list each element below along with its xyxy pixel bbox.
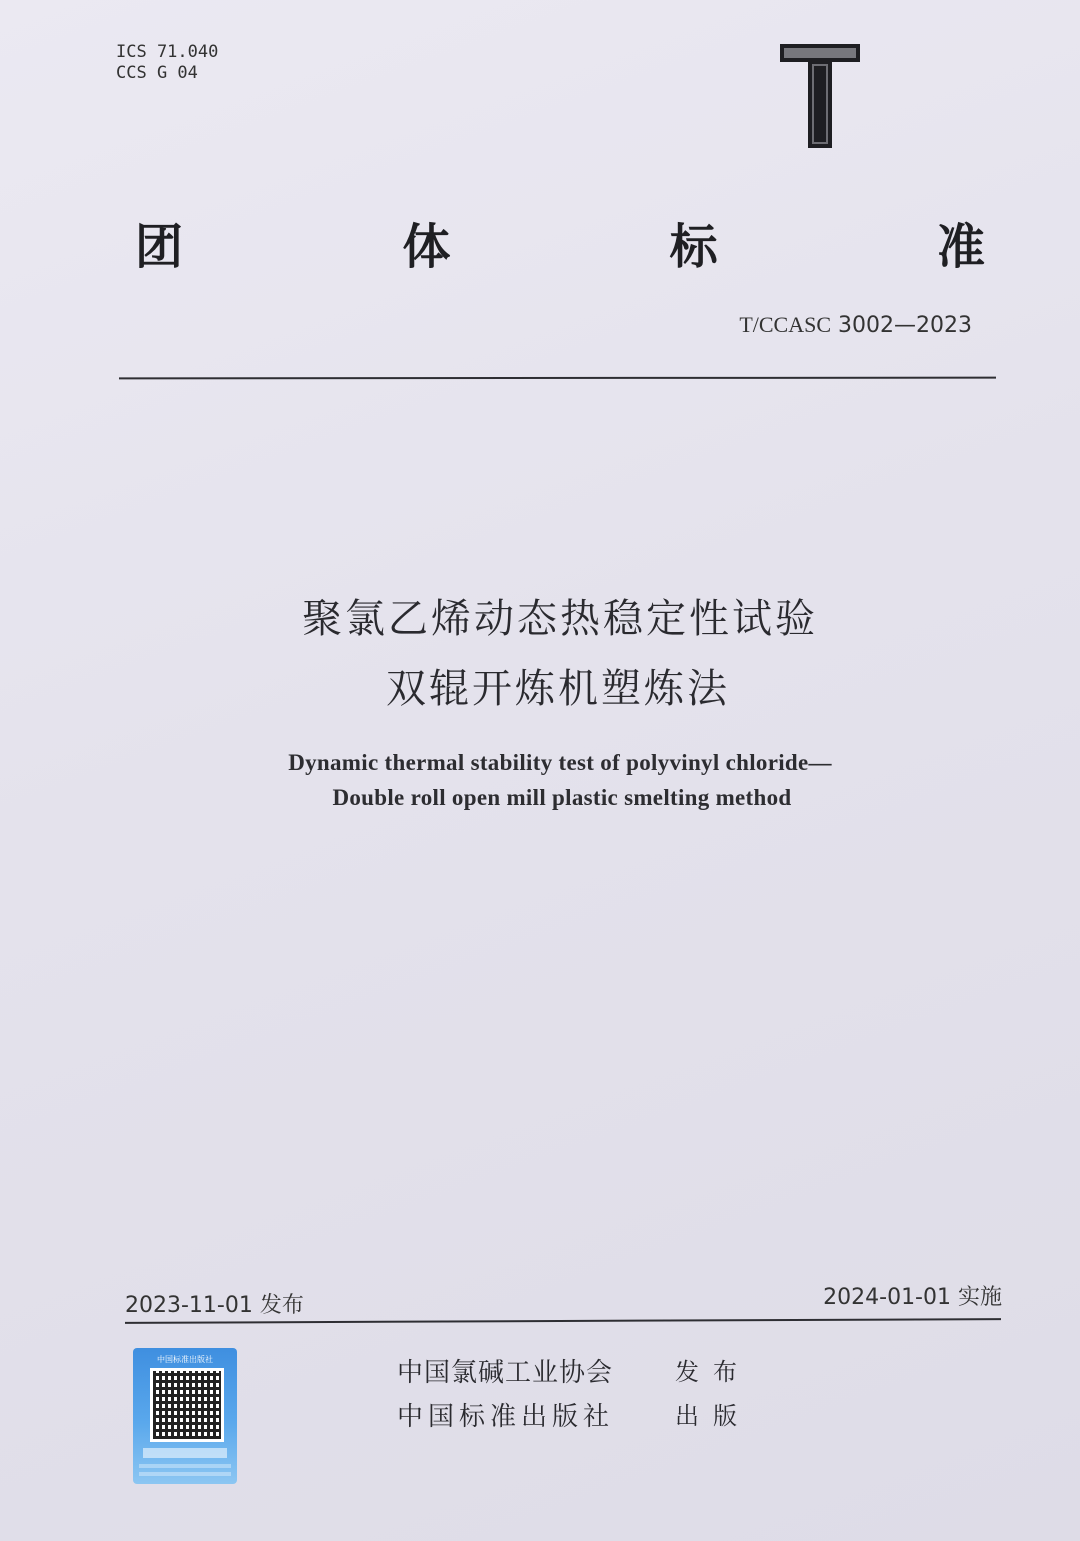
title-en-line-2: Double roll open mill plastic smelting method bbox=[332, 785, 792, 810]
publisher-role: 出版 bbox=[675, 1402, 751, 1430]
standard-prefix: T/CCASC bbox=[739, 312, 832, 337]
ics-code: ICS 71.040 bbox=[116, 42, 219, 62]
standard-code: 3002—2023 bbox=[838, 313, 972, 338]
category-title bbox=[135, 208, 985, 277]
standard-number bbox=[739, 312, 972, 338]
category-char: 准 bbox=[936, 219, 985, 275]
implementation-date: 2024-01-01 实施 bbox=[823, 1285, 1002, 1310]
issuer-name: 中国氯碱工业协会 bbox=[397, 1358, 614, 1388]
publish-date: 2023-11-01 发布 bbox=[125, 1293, 304, 1318]
standard-type-t-logo bbox=[778, 42, 862, 152]
header-divider bbox=[119, 377, 996, 380]
anti-counterfeit-label bbox=[133, 1348, 237, 1484]
label-caption: 中国标准出版社 bbox=[157, 1355, 213, 1364]
ccs-code: CCS G 04 bbox=[116, 63, 198, 83]
publisher-name: 中国标准出版社 bbox=[397, 1402, 615, 1432]
category-char: 标 bbox=[669, 219, 718, 275]
title-en-line-1: Dynamic thermal stability test of polyvinyl chloride— bbox=[288, 750, 832, 775]
qr-code-icon bbox=[150, 1368, 224, 1442]
category-char: 团 bbox=[135, 219, 184, 275]
label-text-line bbox=[139, 1472, 231, 1476]
title-cn-line-2: 双辊开炼机塑炼法 bbox=[386, 666, 730, 712]
classification-codes bbox=[116, 42, 218, 84]
label-code-strip bbox=[143, 1448, 227, 1458]
category-char: 体 bbox=[402, 219, 451, 275]
title-cn-line-1: 聚氯乙烯动态热稳定性试验 bbox=[302, 596, 818, 642]
issuer-role: 发布 bbox=[675, 1358, 751, 1386]
label-text-line bbox=[139, 1464, 231, 1468]
